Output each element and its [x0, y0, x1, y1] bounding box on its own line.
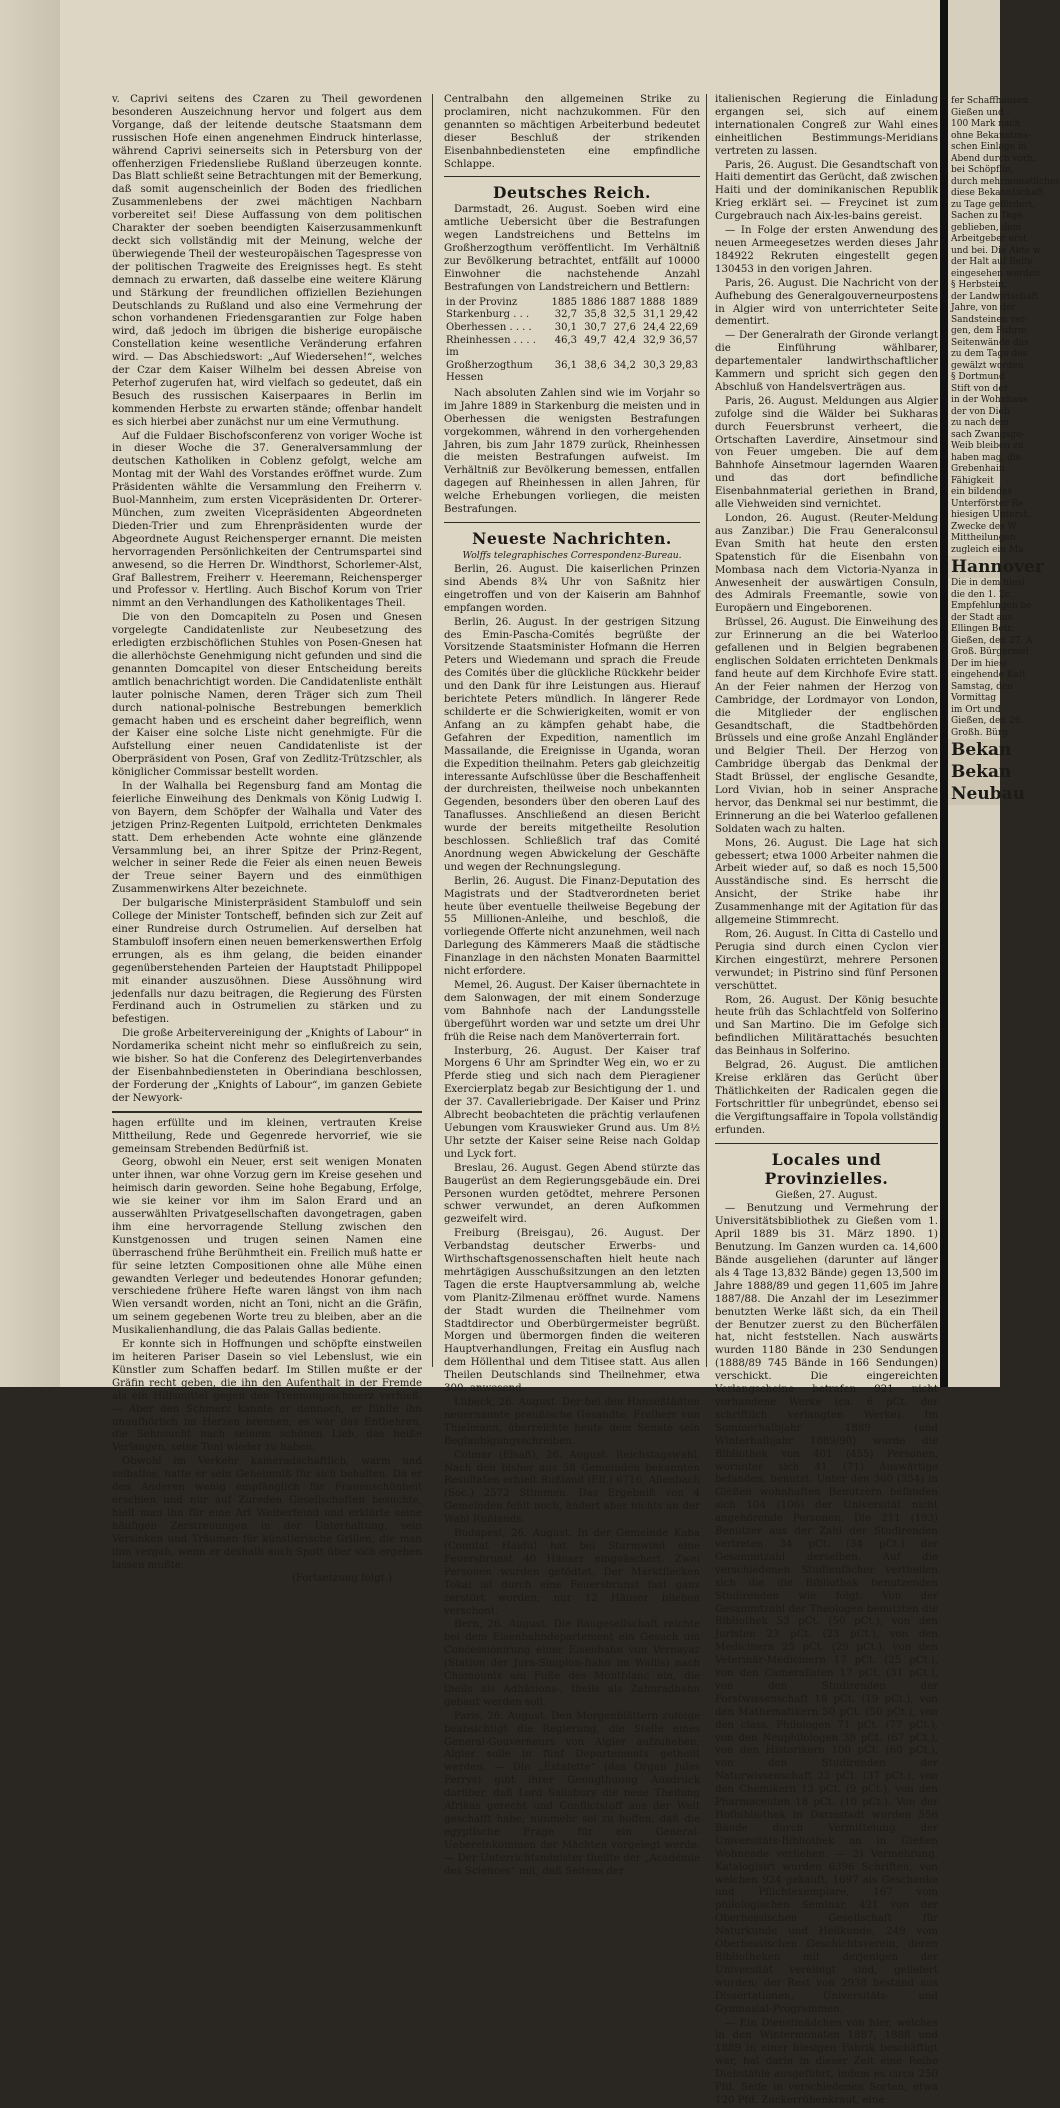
table-cell: 30,1	[554, 321, 577, 333]
feuilleton-paragraph: hagen erfüllte und im kleinen, vertrauten Kreise Mittheilung, Rede und Gegenrede hervorrief, wie sie gemeinsam Strebenden Bedürfniß ist.	[112, 1117, 422, 1155]
table-row	[444, 322, 700, 335]
adjacent-page-text	[948, 578, 1033, 739]
adjacent-page-line: zu nach dem	[951, 418, 1009, 428]
adjacent-page-line: durch mehrmonatliches	[951, 176, 1060, 187]
news-item: Paris, 26. August. Den Morgenblättern zufolge beabsichtigt die Regierung, die Stelle eines General-Gouverneurs von Algier aufzuheben; Algier solle in fünf Departements getheilt werden. — Die „Estafette“ (das Organ Jules Ferrys) gibt ihrer Genugthuung Ausdruck darüber, daß Lord Salisbury die neue Theilung Afrikas gerecht und Conflictstoff aus der Welt geschafft habe; nunmehr sei zu hoffen, daß die egyptische Frage für ein General-Uebereinkommen der Mächten vorgelegt werde. — Der Unterrichtsminister theilte der „Académie des Sciences“ mit, daß Seitens der	[444, 1710, 700, 1877]
local-item: — Ein Dienstmädchen von hier, welches in den Wintermonaten 1887, 1888 und 1889 in einer hiesigen Fabrik beschäftigt war, hat darin in dieser Zeit eine Reihe Diebstähle ausgeführt, indem es circa 250 Pfd. Seife in verschiedenen Sorten, etwa 120 Pfd. Zuckerrübenkraut, eine	[715, 2017, 938, 2106]
table-header-cell: in der Provinz	[446, 296, 518, 308]
table-cell: 30,3	[643, 359, 666, 371]
table-cell: 46,3	[554, 334, 577, 346]
adjacent-page-line: haben mag, die	[951, 452, 1022, 463]
adjacent-page-line: Unterförster Re	[951, 498, 1024, 509]
table-header-cell: 1885	[551, 296, 577, 308]
news-item: Paris, 26. August. Meldungen aus Algier zufolge sind die Wälder bei Sukharas durch Feuersbrunst verheert, die Ortschaften Laverdire, Ainsetmour sind von Feuer umgeben. Die auf dem Bahnhofe Ainsetmour lagernden Waaren und das dort befindliche Eisenbahnmaterial geriethen in Brand, alle Viehweiden sind vernichtet.	[715, 395, 938, 511]
news-item: Colmar (Elsaß), 26. August. Reichstagswahl. Nach den bisher aus 58 Gemeinden bekannten Resultaten erhielt Rußland (Elf.) 6716, Allenbach (Soc.) 2572 Stimmen. Das Ergebniß von 4 Gemeinden fehlt noch, ändert aber nichts an der Wahl Rußlands.	[444, 1449, 700, 1526]
column-news-continued	[715, 94, 938, 2106]
table-header-cell: 1888	[639, 296, 666, 308]
adjacent-page-line: eingesehen werden	[951, 268, 1041, 279]
adjacent-page-line: Der im hiesi	[951, 658, 1007, 669]
adjacent-page-line: Stift von der	[951, 383, 1009, 394]
news-item: Belgrad, 26. August. Die amtlichen Kreise erklären das Gerücht über Thätlichkeiten der Radicalen gegen die Fortschrittler für unbegründet, ebenso sei die Vergiftungsaffaire in Topola vollständig erfunden.	[715, 1060, 938, 1136]
adjacent-page-line: Grebenhain	[951, 464, 1005, 474]
section-separator	[444, 176, 700, 177]
news-item: Budapest, 26. August. In der Gemeinde Kaba (Comitat Haidu) hat bei Sturmwind eine Feuersbrunst 40 Häuser eingeäschert. Zwei Personen wurden getödtet. Der Marktflecken Tokai ist durch eine Feuersbrunst fast ganz zerstört worden; nur 12 Häuser blieben verschont.	[444, 1528, 700, 1617]
adjacent-page-line: der Landwirtschaft	[951, 291, 1039, 302]
column-politics	[112, 94, 422, 1585]
adjacent-page-line: fer Schaffhausen	[951, 96, 1029, 106]
paragraph-caprivi: v. Caprivi seitens des Czaren zu Theil gewordenen besonderen Auszeichnung hervor und folgert aus dem Vorgange, daß der leitende deutsche Staatsmann dem russischen Hofe einen angenehmen Eindruck hinterlasse, während Caprivi seinerseits sich in Petersburg von der offenherzigen Friedensliebe Rußland überzeugen konnte. Das Blatt schließt seine Betrachtungen mit der Bemerkung, daß somit augenscheinlich der Boden des friedlichen Zusammenlebens der zwei mächtigen Nachbarn vorbereitet sei! Diese Auffassung von dem politischen Charakter der soeben beendigten Kaiserzusammenkunft deckt sich vollständig mit der Meinung, welche der überwiegende Theil der westeuropäischen Tagespresse von der politischen Tragweite des Ereignisses hegt. Es steht demnach zu erwarten, daß dasselbe eine weitere Klärung und Stärkung der freundlichen offiziellen Beziehungen Deutschlands zu Rußland und also eine Vermehrung der schon vorhandenen Friedensgarantien zur Folge haben wird, daß jedoch im übrigen die bisherige europäische Constellation keine wesentliche Veränderung erfahren wird. — Das Abschiedswort: „Auf Wiedersehen!“, welches der Czar dem Kaiser Wilhelm bei dessen Abreise von Peterhof zugerufen hat, wird vielfach so gedeutet, daß ein Besuch des russischen Kaiserpaares in Berlin im kommenden Herbste zu erwarten stände; offenbar handelt es sich hierbei aber zunächst nur um eine Vermuthung.	[112, 94, 422, 428]
table-row	[444, 309, 700, 322]
adjacent-page-line: Samstag, den	[951, 681, 1014, 692]
adjacent-page-header: Bekan	[948, 739, 1000, 761]
adjacent-page-line: im Ort und	[951, 704, 1001, 715]
table-cell: 36,1	[554, 359, 577, 371]
news-item: Freiburg (Breisgau), 26. August. Der Verbandstag deutscher Erwerbs- und Wirthschaftsgenossenschaften hielt heute nach mehrtägigen Ausschußsitzungen an den letzten Tagen die erste Hauptversammlung ab, welche vom Planitz-Zilmenau eröffnet wurde. Namens der Stadt wurden die Theilnehmer vom Stadtdirector und Oberbürgermeister begrüßt. Morgen und übermorgen finden die weiteren Hauptverhandlungen, Freitag ein Ausflug nach dem Höllenthal und dem Titisee statt. Aus allen Theilen Deutschlands sind Theilnehmer, etwa 300, anwesend.	[444, 1228, 700, 1395]
section-dateline: Gießen, 27. August.	[775, 1189, 878, 1201]
news-item: Berlin, 26. August. Die Finanz-Deputation des Magistrats und der Stadtverordneten beriet heute über eventuelle theilweise Begebung der 55 Millionen-Anleihe, und beschloß, die vorliegende Offerte nicht anzunehmen, weil nach Darlegung des Kämmerers Maaß die städtische Finanzlage in den nächsten Monaten Baarmittel nicht erfordere.	[444, 875, 700, 978]
adjacent-page-line: der Stadt aus	[951, 612, 1013, 623]
column-rule-1	[432, 94, 433, 1367]
table-cell: 42,4	[613, 334, 636, 346]
adjacent-page-line: Sandsteinen ver-	[951, 314, 1029, 325]
adjacent-page-text	[948, 96, 1060, 556]
paragraph-darmstadt-rest: Nach absoluten Zahlen sind wie im Vorjahr so im Jahre 1889 in Starkenburg die meisten und in Oberhessen die wenigsten Bestrafungen vorgekommen, während in den vorhergehenden Jahren, bis zum Jahr 1879 zurück, Rheinhessen die meisten Bestrafungen aufweist. Im Verhältniß zur Bevölkerung bemessen, entfallen dagegen auf Rheinhessen in allen Jahren, für welche Erhebungen vorliegen, die meisten Bestrafungen.	[444, 387, 700, 516]
adjacent-page-line: Jahre, von der	[951, 303, 1016, 313]
news-item: Mons, 26. August. Die Lage hat sich gebessert; etwa 1000 Arbeiter nahmen die Arbeit wieder auf, so daß es noch 15,500 Ausständische sind. Es herrscht die Ansicht, der Strike habe ihr Zusammenhange mit der Agitation für das allgemeine Stimmrecht.	[715, 837, 938, 927]
paragraph-knights-of-labour: Die große Arbeitervereinigung der „Knights of Labour“ in Nordamerika scheint nicht mehr so einflußreich zu sein, wie bisher. So hat die Conferenz des Delegirtenverbandes der Eisenbahnbediensteten in Oberindiana beschlossen, der Forderung der „Knights of Labour“, im ganzen Gebiete der Newyork-	[112, 1028, 422, 1104]
adjacent-page-line: der Halt auf Beife	[951, 257, 1033, 267]
paragraph-walhalla: In der Walhalla bei Regensburg fand am Montag die feierliche Einweihung des Denkmals von König Ludwig I. von Bayern, dem Schöpfer der Walhalla und Vater des jetzigen Prinz-Regenten Luitpold, errichteten Denkmales statt. Dem erhebenden Acte wohnte eine glänzende Versammlung bei, an ihrer Spitze der Prinz-Regent, welcher in seiner Rede die Feier als einen neuen Beweis der Treue seiner Bayern und des einmüthigen Zusammenwirkens Alter bezeichnete.	[112, 781, 422, 896]
adjacent-page-line: bei Schöpflin,	[951, 165, 1014, 175]
table-cell: 27,6	[613, 321, 636, 333]
section-title-neueste-nachrichten: Neueste Nachrichten.	[472, 529, 672, 548]
adjacent-page-line: die den 1. 2c.	[951, 589, 1013, 600]
table-cell: 31,1	[643, 309, 666, 321]
news-item: Brüssel, 26. August. Die Einweihung des zur Erinnerung an die bei Waterloo gefallenen und in Belgien begrabenen englischen Soldaten errichteten Denkmals fand heute auf dem Kirchhofe Evire statt. An der Feier nahmen der Herzog von Cambridge, der Lordmayor von London, die Mitglieder der englischen Gesandtschaft, die Stadtbehörden Brüssels und eine große Anzahl Engländer und Belgier Theil. Der Herzog von Cambridge übergab das Denkmal der Stadt Brüssel, der englische Gesandte, Lord Vivian, hob in seiner Ansprache hervor, das Denkmal sei nur bestimmt, die Erinnerung an die bei Waterloo gefallenen Soldaten wach zu halten.	[715, 617, 938, 835]
paragraph-darmstadt: Darmstadt, 26. August. Soeben wird eine amtliche Uebersicht über die Bestrafungen wegen Landstreichens und Bettelns im Großherzogthum veröffentlicht. Im Verhältniß zur Bevölkerung betrachtet, entfällt auf 10000 Einwohner die nachstehende Anzahl Bestrafungen von Landstreichern und Bettlern:	[444, 204, 700, 293]
news-item: — In Folge der ersten Anwendung des neuen Armeegesetzes werden dieses Jahr 184922 Rekruten eingestellt gegen 130453 in den vorigen Jahren.	[715, 225, 938, 275]
adjacent-page-line: zu dem Tage des	[951, 349, 1028, 359]
table-row	[444, 347, 700, 385]
adjacent-page-line: gen, dem Fuhrm	[951, 326, 1027, 336]
table-header-cell: 1886	[581, 296, 607, 308]
page-binding	[940, 0, 948, 1387]
table-cell: Starkenburg . . .	[446, 309, 530, 321]
adjacent-page-line: diese Bekanntschaft	[951, 188, 1044, 198]
column-news	[444, 94, 700, 1877]
table-cell: 29,42	[669, 309, 698, 321]
adjacent-page-header: Neubau	[948, 783, 1000, 805]
column-rule-2	[706, 94, 707, 1367]
news-item: Breslau, 26. August. Gegen Abend stürzte das Baugerüst an dem Regierungsgebäude ein. Drei Personen wurden getödtet, mehrere Personen schwer verwundet, an deren Aufkommen gezweifelt wird.	[444, 1162, 700, 1226]
adjacent-page-line: Gießen, den 27. A	[951, 635, 1033, 646]
table-cell: 35,8	[584, 309, 607, 321]
adjacent-page-line: Vormittag	[951, 693, 997, 703]
adjacent-page-line: ohne Bekanntma-	[951, 130, 1032, 141]
feuilleton-separator	[112, 1111, 422, 1113]
table-cell: 32,7	[554, 309, 577, 321]
news-item: Bern, 26. August. Die Baugesellschaft reichte bei dem Eisenbahndepartement ein Gesuch um Concessionirung einer Eisenbahn von Vernayaz (Station der Jura-Simplon-Bahn im Wallis) nach Chamounix am Fuße des Montblanc ein, die theils als Adhäsions-, theils als Zahnradbahn gebaut werden soll.	[444, 1619, 700, 1708]
paragraph-posen-gnesen: Die von den Domcapiteln zu Posen und Gnesen vorgelegte Candidatenliste zur Neubesetzung des erledigten erzbischöflichen Stuhles von Posen-Gnesen hat die allerhöchste Genehmigung nicht gefunden und sind die genannten Domcapitel von dieser Entscheidung bereits amtlich benachrichtigt worden. Die Candidatenliste enthält lauter polnische Namen, deren Träger sich zum Theil durch national-polnische Bestrebungen bemerklich gemacht haben und es erscheint daher begreiflich, wenn der Kaiser eine solche Liste nicht genehmigte. Für die Aufstellung einer neuen Candidatenliste ist der Oberpräsident von Posen, Graf von Zedlitz-Trützschler, als königlicher Commissar bestellt worden.	[112, 612, 422, 779]
adjacent-page-line: eingehende Kalt	[951, 670, 1026, 680]
adjacent-page-line: Abend durch vorh.	[951, 153, 1037, 164]
table-cell: Rheinhessen . . . .	[446, 334, 536, 346]
news-item: — Der Generalrath der Gironde verlangt die Einführung wählbarer, departementaler landwirthschaftlicher Kammern und spricht sich gegen den Abschluß von Handelsverträgen aus.	[715, 330, 938, 393]
paragraph-katholiken: Auf die Fuldaer Bischofsconferenz von voriger Woche ist in dieser Woche die 37. Generalversammlung der deutschen Katholiken in Coblenz gefolgt, welche am Montag mit der Wahl des Vorstandes eröffnet wurde. Zum Präsidenten wählte die Versammlung den Freiherrn v. Buol-Mannheim, zum ersten Vicepräsidenten Dr. Orterer-München, zum zweiten Vicepräsidenten Abgeordneten Dieden-Trier und zum Ehrenpräsidenten wurde der Abgeordnete August Reichensperger ernannt. Die meisten hervorragenden Persönlichkeiten der Centrumspartei sind anwesend, so die Herren Dr. Windthorst, Schorlemer-Alst, Graf Ballestrem, Freiherr v. Heeremann, Reichensperger und Professor v. Hertling. Auch Bischof Korum von Trier nimmt an den Verhandlungen des Katholikentages Theil.	[112, 430, 422, 610]
news-item: Paris, 26. August. Die Nachricht von der Aufhebung des Generalgouverneurpostens in Algier wird von unterrichteter Seite dementirt.	[715, 277, 938, 328]
table-header-cell: 1889	[672, 296, 698, 308]
news-item: Berlin, 26. August. In der gestrigen Sitzung des Emin-Pascha-Comités begrüßte der Vorsitzende Staatsminister Hofmann die Herren Peters und Wiedemann und sprach die Freude des Comités über die glückliche Rückkehr beider und den Dank für ihre Leistungen aus. Hierauf berichtete Peters mündlich. In längerer Rede schilderte er die Schwierigkeiten, womit er von Anfang an zu kämpfen gehabt habe, die Gefahren der Expedition, namentlich im Massailande, die Ereignisse in Uganda, woran die Expedition theilnahm. Peters gab gleichzeitig interessante Aufschlüsse über die Beschaffenheit der durchreisten, theilweise noch unbekannten Gegenden, besonders über den oberen Lauf des Tanaflusses. Anschließend an diesen Bericht wurde der bereits mitgetheilte Resolution beschlossen. Schließlich traf das Comité Anordnung wegen Abwickelung der Geschäfte und wegen der Rechnungslegung.	[444, 616, 700, 873]
table-cell: im Großherzogthum Hessen	[446, 347, 533, 384]
section-separator	[715, 1143, 938, 1144]
adjacent-page-line: Zwecke des W	[951, 521, 1017, 532]
adjacent-page-line: Empfehlungen be	[951, 601, 1032, 611]
table-cell: 38,6	[584, 359, 607, 371]
adjacent-page-line: Gießen und	[951, 107, 1004, 118]
adjacent-page-line: Sachen zu Tage.	[951, 211, 1026, 221]
news-item: Paris, 26. August. Die Gesandtschaft von Haiti dementirt das Gerücht, daß zwischen Haiti und der dominikanischen Republik Krieg erklärt sei. — Freycinet ist zum Curgebrauch nach Aix-les-bains gereist.	[715, 159, 938, 223]
adjacent-page-line: ein bildendes	[951, 487, 1012, 497]
table-header-row	[444, 297, 700, 310]
section-title-deutsches-reich: Deutsches Reich.	[493, 183, 651, 203]
news-item: Insterburg, 26. August. Der Kaiser traf Morgens 6 Uhr am Sprindter Weg ein, wo er zu Pferde stieg und sich nach dem Pieragiener Exercierplatz begab zur Besichtigung der 1. und der 37. Cavalleriebrigade. Der Kaiser und Prinz Albrecht beobachteten die prächtig verlaufenen Uebungen vom Krauswieker Grund aus. Um 8½ Uhr setzte der Kaiser seine Reise nach Goldap und Lyck fort.	[444, 1045, 700, 1160]
table-cell: 32,5	[613, 309, 636, 321]
adjacent-page-header: Bekan	[948, 761, 1000, 783]
adjacent-page-line: Arbeitgeber erst	[951, 234, 1027, 244]
news-item: London, 26. August. (Reuter-Meldung aus Zanzibar.) Die Frau Generalconsul Evan Smith hat heute den ersten Spatenstich für die Eisenbahn von Mombasa nach dem Victoria-Nyanza in Anwesenheit der auswärtigen Consuln, des Admirals Freemantle, sowie von Europäern und Eingeborenen.	[715, 513, 938, 615]
adjacent-page-line: und bei. Die Akte w	[951, 245, 1041, 256]
continuation-note: (Fortsetzung folgt.)	[291, 1573, 392, 1585]
section-separator	[444, 522, 700, 523]
adjacent-page-line: schen Einlage in	[951, 142, 1027, 152]
adjacent-page-line: gewälzt worden	[951, 360, 1024, 371]
adjacent-page-line: Ellingen Betr.	[951, 624, 1014, 634]
adjacent-page-line: zugleich ein Ma	[951, 544, 1024, 555]
adjacent-page-line: Seitenwände das	[951, 337, 1029, 348]
table-cell: 22,69	[669, 321, 698, 333]
adjacent-page-line: Großh. Bürg	[951, 727, 1008, 738]
adjacent-page-line: Mittheilungen	[951, 533, 1016, 543]
news-item: Rom, 26. August. Der König besuchte heute früh das Schlachtfeld von Solferino und San Martino. Die im Gefolge sich befindlichen Militärattachés besuchten das Beinhaus in Solferino.	[715, 994, 938, 1058]
section-title-locales: Locales und Provinzielles.	[764, 1149, 889, 1188]
table-header-cell: 1887	[610, 296, 636, 308]
table-cell: 24,4	[643, 321, 666, 333]
adjacent-page-line: 100 Mark nach	[951, 119, 1021, 129]
adjacent-page-line: in der Wohnhaus	[951, 395, 1029, 405]
adjacent-page-line: Gießen, den 26.	[951, 716, 1024, 726]
table-cell: 36,57	[669, 334, 698, 346]
adjacent-page-line: Weib bleiben zu	[951, 441, 1024, 451]
table-cell: Oberhessen . . . .	[446, 321, 532, 333]
table-cell: 34,2	[613, 359, 636, 371]
feuilleton-paragraph: Er konnte sich in Hoffnungen und schöpfte einstweilen im heiteren Pariser Dasein so viel Lebenslust, wie ein Künstler zum Schaffen bedarf. Im Stillen mußte er der Gräfin recht geben, die ihn den Aufenthalt in der Fremde als ein Hilfsmittel gegen den Trennungsschmerz verhieß. — Aber den Schmerz kannte er dennoch, er fühlte ihn unaufhörlich im Herzen brennen; es war das Entbehren, die Sehnsucht nach seinem schönen Lieb, das heiße Verlangen, seine Toni wieder zu haben.	[112, 1339, 422, 1454]
adjacent-page-line: § Dortmund	[951, 372, 1005, 382]
table-cell: 49,7	[584, 334, 607, 346]
feuilleton-paragraph: Georg, obwohl ein Neuer, erst seit wenigen Monaten unter ihnen, war ohne Vorzug gern im Kreise gesehen und heimisch darin geworden. Seine hohe Begabung, Erfolge, wie sie keiner vor ihm im Salon Erard und an ausserwählten Privatgesellschaften davongetragen, gaben ihm eine hervorragende Stellung zwischen den Kunstgenossen und trugen seinen Namen eine überraschend frühe Berühmtheit ein. Freilich muß hatte er für seine letzten Compositionen ohne alle Mühe einen gewandten Verleger und bedeutendes Honorar gefunden; verschiedene frühere Hefte waren längst von ihm nach Wien versandt worden, nicht an Toni, nicht an die Gräfin, um seinem gegebenen Worte treu zu bleiben, aber an die Musikalienhandlung, die das Palais Gallas bediente.	[112, 1157, 422, 1337]
adjacent-page-line: hiesigen Unterst.	[951, 510, 1030, 520]
adjacent-page-edge	[948, 0, 1060, 1387]
news-item: Memel, 26. August. Der Kaiser übernachtete in dem Salonwagen, der mit einem Sonderzuge vom Bahnhofe nach der Landungsstelle übergeführt worden war und setzte um drei Uhr früh die Reise nach dem Manöverterrain fort.	[444, 980, 700, 1043]
table-cell: 30,7	[584, 321, 607, 333]
scan-left-margin	[0, 0, 60, 1387]
adjacent-page-line: geblieben, dem	[951, 222, 1022, 233]
adjacent-page-line: § Herbstein,	[951, 280, 1007, 290]
adjacent-page-line: Die in dem hiesi	[951, 578, 1025, 588]
news-item: italienischen Regierung die Einladung ergangen sei, sich auf einem internationalen Congreß zur Wahl eines einheitlichen Bestimmungs-Meridians vertreten zu lassen.	[715, 94, 938, 157]
news-item: Berlin, 26. August. Die kaiserlichen Prinzen sind Abends 8¾ Uhr von Saßnitz hier eingetroffen und von der Kaiserin am Bahnhof empfangen worden.	[444, 564, 700, 614]
local-item: — Benutzung und Vermehrung der Universitätsbibliothek zu Gießen vom 1. April 1889 bis 31. März 1890. 1) Benutzung. Im Ganzen wurden ca. 14,600 Bände ausgeliehen (darunter auf länger als 4 Tage 13,832 Bände) gegen 13,500 im Jahre 1888/89 und gegen 11,605 im Jahre 1887/88. Die Anzahl der im Lesezimmer benutzten Werke läßt sich, da ein Theil der Benutzer zuerst zu den Bücherfälen hat, nicht feststellen. Nach auswärts wurden 1180 Bände in 230 Sendungen (1888/89 745 Bände in 166 Sendungen) verschickt. Die eingereichten Verlangscheine betrafen 921 nicht vorhandene Werke (ca. 6 pCt. der schriftlich verlangten Werke). Im Sommerhalbjahr 1889 (und Winterhalbjahr 1889/90) wurde die Bibliothek von 401 (455) Personen, worunter sich 41 (71) Auswärtige befanden, benutzt. Unter den 360 (354) in Gießen wohnhaften Benutzern befanden sich 104 (106) der Universität nicht angehörende Personen. Die 211 (193) Benutzer aus der Zahl der Studirenden vertreten 34 pCt. (34 pCt.) der Gesammtzahl derselben. Auf die verschiedenen Studienfächer vertheilen sich die die Bibliothek benutzenden Studirenden wie folgt: Von der Gesammtzahl der Theologen benutzten die Bibliothek 53 pCt. (50 pCt.), von den Juristen 23 pCt. (23 pCt.), von den Medicinern 25 pCt. (29 pCt.), von den Veterinär-Medicinern 17 pCt. (25 pCt.), von den Cameralisten 17 pCt. (31 pCt.), von den Studirenden der Forstwissenschaft 18 pCt. (19 pCt.), von den Mathematikern 50 pCt. (50 pCt.), von den class. Philologen 71 pCt. (77 pCt.), von den Neuphilologen 39 pCt. (67 pCt.), von den Historikern 100 pCt. (60 pCt.), von den Studirenden der Naturwissenschaft 22 pCt. (37 pCt.), von den Chemikern 13 pCt. (9 pCt.), von den Pharmaceuten 18 pCt. (10 pCt.). Von der Hofbibliothek in Darmstadt wurden 556 Bände durch Vermittelung der Universitäts-Bibliothek an in Gießen Wohnende verliehen. — 2) Vermehrung. Katalogisirt wurden 6396 Schriften, von welchen 924 gekauft, 1697 als Geschenke und Pflichtexemplare, 167 vom philologischen Seminar, 421 von der Oberhessischen Gesellschaft für Naturkunde und Heilkunde, 249 vom Oberhessischen Geschichtsverein, deren Bibliotheken mit derjenigen der Universität vereinigt sind, geliefert wurden; der Rest von 2938 bestand aus Dissertationen, Universitäts- und Gymnasial-Programmen.	[715, 1203, 938, 2015]
adjacent-page-line: zu Tage gefördert,	[951, 199, 1036, 210]
section-subtitle-bureau: Wolffs telegraphisches Correspondenz-Bureau.	[462, 550, 682, 561]
table-cell: 29,83	[669, 359, 698, 371]
adjacent-page-line: der von Dieb	[951, 406, 1010, 417]
table-cell: 32,9	[643, 334, 666, 346]
statistics-table	[444, 297, 700, 385]
table-row	[444, 335, 700, 348]
feuilleton-paragraph: Obwohl im Verkehr kameradschaftlich, warm und selbstlos, hatte er sein Geheimniß für sich behalten. Da er den Anderen wenig empfänglich für Frauenschönheit erschien und nur auf Zureden Gesellschaften besuchte, hielt man ihn für eine Art Weiberfeind und erklärte seine häufigen Zerstreuungen in der Unterhaltung, sein Versinken und Träumen für künstlerische Grillen, die man ihm vergab, wenn er deshalb auch Spott über sich ergehen lassen mußte.	[112, 1456, 422, 1571]
adjacent-page-line: sach Zwangsge-	[951, 429, 1025, 440]
adjacent-page-line: Groß. Bürgermei	[951, 647, 1029, 657]
adjacent-page-line: Fähigkeit	[951, 475, 994, 486]
news-item: Lübeck, 26. August. Der bei den Hanseßtädten neuernannte preußische Gesandte, Freiherr von Thielmann, überreichte heute dem Senate sein Beglaubigungsschreiben.	[444, 1397, 700, 1447]
adjacent-page-header: Hannover	[948, 556, 1000, 578]
news-item: Rom, 26. August. In Citta di Castello und Perugia sind durch einen Cyclon vier Kirchen eingestürzt, mehrere Personen verwundet; in Pistrino sind fünf Personen verschüttet.	[715, 929, 938, 992]
paragraph-stambuloff: Der bulgarische Ministerpräsident Stambuloff und sein College der Minister Tontscheff, befinden sich zur Zeit auf einer Rundreise durch Ostrumelien. Auf derselben hat Stambuloff insofern einen neuen bemerkenswerthen Erfolg errungen, als es ihm gelang, die beiden einander gegenüberstehenden Parteien der Hauptstadt Philippopel mit einander auszusöhnen. Diese Aussöhnung wird jedenfalls nur dazu beitragen, die Regierung des Fürsten Ferdinand auch in Ostrumelien zu stärken und zu befestigen.	[112, 898, 422, 1026]
paragraph-central-bahn: Centralbahn den allgemeinen Strike zu proclamiren, nicht nachzukommen. Für den genannten so mächtigen Arbeiterbund bedeutet dieser Beschluß der strikenden Eisenbahnbediensteten eine empfindliche Schlappe.	[444, 94, 700, 170]
